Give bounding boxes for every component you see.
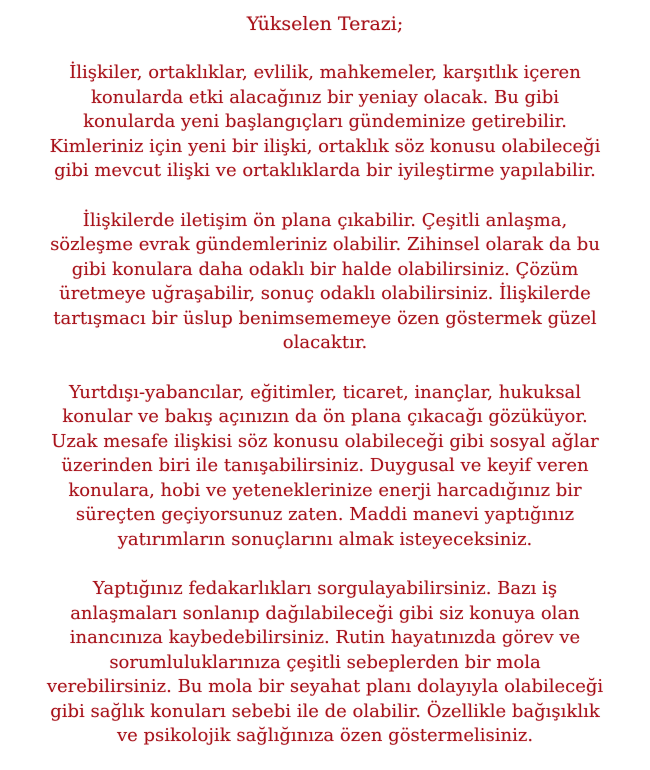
paragraph-line: konularda yeni başlangıçları gündeminize getirebilir. [83,111,567,132]
page-title: Yükselen Terazi; [246,13,404,35]
paragraph-line: üzerinden biri ile tanışabilirsiniz. Duygusal ve keyif veren [61,455,589,476]
paragraph-line: İlişkiler, ortaklıklar, evlilik, mahkemeler, karşıtlık içeren [69,62,581,83]
paragraph-line: inancınıza kaybedebilirsiniz. Rutin hayatınızda görev ve [69,627,581,648]
paragraph-line: konulara, hobi ve yeteneklerinize enerji harcadığınız bir [68,479,582,501]
paragraph-line: İlişkilerde iletişim ön plana çıkabilir. Çeşitli anlaşma, [82,209,568,231]
paragraph-line: sözleşme evrak gündemleriniz olabilir. Zihinsel olarak da bu [50,234,600,255]
paragraph-line: verebilirsiniz. Bu mola bir seyahat planı dolayıyla olabileceği [46,676,604,697]
paragraph-line: konular ve bakış açınızın da ön plana çıkacağı gözüküyor. [62,406,588,427]
paragraph-line: Uzak mesafe ilişkisi söz konusu olabileceği gibi sosyal ağlar [51,430,599,452]
paragraph-line: ve psikolojik sağlığınıza özen göstermelisiniz. [116,725,534,746]
paragraph-line: gibi konulara daha odaklı bir halde olabilirsiniz. Çözüm [71,258,579,280]
paragraph-abroad [14,381,636,553]
paragraph-line: olacaktır. [282,332,368,353]
paragraph-communication [14,209,636,356]
paragraph-relationships [14,61,636,184]
paragraph-line: Yurtdışı-yabancılar, eğitimler, ticaret, inançlar, hukuksal [68,381,582,403]
paragraph-line: süreçten geçiyorsunuz zaten. Maddi manevi yaptığınız [75,504,575,525]
paragraph-line: yatırımların sonuçlarını almak isteyeceksiniz. [117,528,533,550]
paragraph-line: gibi mevcut ilişki ve ortaklıklarda bir iyileştirme yapılabilir. [54,160,596,181]
paragraph-line: konularda etki alacağınız bir yeniay olacak. Bu gibi [90,86,560,108]
paragraph-line: gibi sağlık konuları sebebi ile de olabilir. Özellikle bağışıklık [50,700,600,722]
paragraph-line: üretmeye uğraşabilir, sonuç odaklı olabilirsiniz. İlişkilerde [59,283,591,304]
paragraph-sacrifices [14,577,636,749]
paragraph-line: tartışmacı bir üslup benimsememeye özen göstermek güzel [53,307,597,329]
paragraph-line: anlaşmaları sonlanıp dağılabileceği gibi siz konuya olan [70,602,580,624]
paragraph-line: Kimleriniz için yeni bir ilişki, ortaklık söz konusu olabileceği [49,135,601,157]
paragraph-line: sorumluluklarınıza çeşitli sebeplerden bir mola [109,651,541,673]
paragraph-line: Yaptığınız fedakarlıkları sorgulayabilirsiniz. Bazı iş [92,578,558,599]
